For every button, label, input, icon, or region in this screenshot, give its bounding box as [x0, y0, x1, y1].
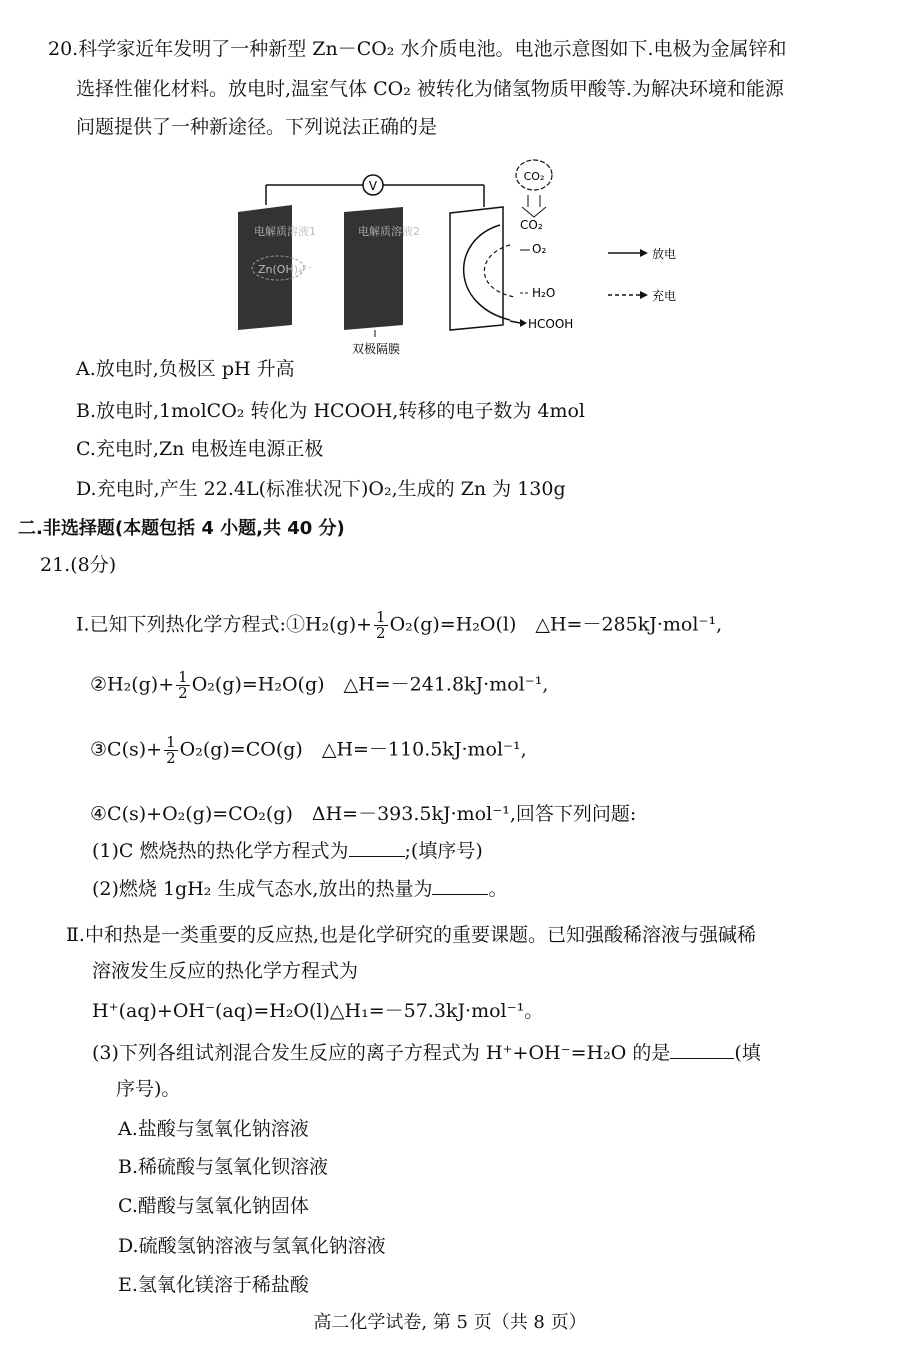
q21-choice-c: C.醋酸与氢氧化钠固体	[118, 1195, 309, 1217]
q21-sub1	[92, 842, 483, 861]
q21-number: 21.(8分)	[40, 554, 117, 576]
q21-eq2-head: ②H₂(g)+	[90, 673, 175, 696]
q21-part2-line-1: Ⅱ.中和热是一类重要的反应热,也是化学研究的重要课题。已知强酸稀溶液与强碱稀	[66, 924, 756, 946]
co2-bubble-label: CO₂	[523, 170, 545, 183]
q21-sub1-text: (1)C 燃烧热的热化学方程式为	[92, 840, 349, 862]
answer-blank-1[interactable]	[349, 855, 405, 857]
q21-eq3-rest: O₂(g)=CO(g) △H=－110.5kJ·mol⁻¹,	[179, 738, 527, 761]
q21-sub3-tail: (填	[734, 1042, 761, 1064]
q21-eq1	[76, 610, 722, 641]
q20-option-c: C.充电时,Zn 电极连电源正极	[76, 438, 324, 460]
q21-sub3	[92, 1044, 761, 1063]
q20-stem-line-2: 选择性催化材料。放电时,温室气体 CO₂ 被转化为储氢物质甲酸等.为解决环境和能源	[76, 78, 784, 100]
legend-discharge: 放电	[652, 247, 677, 261]
half-fraction-1: $\frac{1}{2}$	[376, 608, 386, 642]
q21-sub3-text: (3)下列各组试剂混合发生反应的离子方程式为 H⁺+OH⁻=H₂O 的是	[92, 1042, 671, 1064]
q20-stem-line-3: 问题提供了一种新途径。下列说法正确的是	[76, 116, 438, 138]
q21-sub2-text: (2)燃烧 1gH₂ 生成气态水,放出的热量为	[92, 878, 433, 900]
q21-sub2-tail: 。	[488, 878, 508, 900]
battery-diagram	[220, 155, 690, 360]
q21-eq3-head: ③C(s)+	[90, 738, 163, 761]
q21-choice-d: D.硫酸氢钠溶液与氢氧化钠溶液	[118, 1235, 386, 1257]
solution1-label: 电解质溶液1	[254, 225, 316, 238]
hcooh-label: HCOOH	[528, 317, 574, 331]
solution2-label: 电解质溶液2	[358, 225, 420, 238]
q21-eq2	[90, 670, 548, 701]
half-fraction-3: $\frac{1}{2}$	[166, 733, 176, 767]
q21-sub2	[92, 880, 508, 899]
q21-sub3-line-2: 序号)。	[116, 1078, 181, 1100]
q21-choice-e: E.氢氧化镁溶于稀盐酸	[118, 1274, 309, 1296]
legend-charge: 充电	[652, 289, 677, 303]
q21-part1-intro: Ⅰ.已知下列热化学方程式:①H₂(g)+	[76, 613, 373, 636]
membrane-label: 双极隔膜	[352, 342, 401, 356]
voltmeter-label: V	[368, 179, 378, 193]
half-fraction-2: $\frac{1}{2}$	[178, 668, 188, 702]
q21-eq2-rest: O₂(g)=H₂O(g) △H=－241.8kJ·mol⁻¹,	[191, 673, 549, 696]
q21-choice-a: A.盐酸与氢氧化钠溶液	[118, 1118, 309, 1140]
q21-choice-b: B.稀硫酸与氢氧化钡溶液	[118, 1156, 329, 1178]
co2-label: CO₂	[520, 218, 543, 232]
q20-stem-line-1: 20.科学家近年发明了一种新型 Zn－CO₂ 水介质电池。电池示意图如下.电极为金属锌和	[48, 38, 787, 60]
answer-blank-2[interactable]	[432, 893, 488, 895]
q20-option-b: B.放电时,1molCO₂ 转化为 HCOOH,转移的电子数为 4mol	[76, 400, 586, 422]
page-footer: 高二化学试卷, 第 5 页（共 8 页）	[313, 1312, 587, 1333]
q21-eq3	[90, 735, 527, 766]
zn-species-label: Zn(OH)₄²⁻	[258, 263, 313, 276]
q21-eq1-rest: O₂(g)=H₂O(l) △H=－285kJ·mol⁻¹,	[389, 613, 723, 636]
q21-eq4: ④C(s)+O₂(g)=CO₂(g) ΔH=－393.5kJ·mol⁻¹,回答下列问题:	[90, 803, 637, 825]
section2-heading: 二.非选择题(本题包括 4 小题,共 40 分)	[18, 518, 345, 539]
q20-option-d: D.充电时,产生 22.4L(标准状况下)O₂,生成的 Zn 为 130g	[76, 478, 566, 500]
h2o-label: H₂O	[532, 286, 556, 300]
q21-neutral-eq: H⁺(aq)+OH⁻(aq)=H₂O(l)△H₁=－57.3kJ·mol⁻¹。	[92, 1000, 544, 1022]
q21-sub1-tail: ;(填序号)	[404, 840, 483, 862]
q21-part2-line-2: 溶液发生反应的热化学方程式为	[92, 960, 359, 982]
o2-label: O₂	[532, 242, 547, 256]
answer-blank-3[interactable]	[670, 1057, 734, 1059]
catalyst-electrode	[450, 207, 503, 330]
q20-option-a: A.放电时,负极区 pH 升高	[76, 358, 295, 380]
